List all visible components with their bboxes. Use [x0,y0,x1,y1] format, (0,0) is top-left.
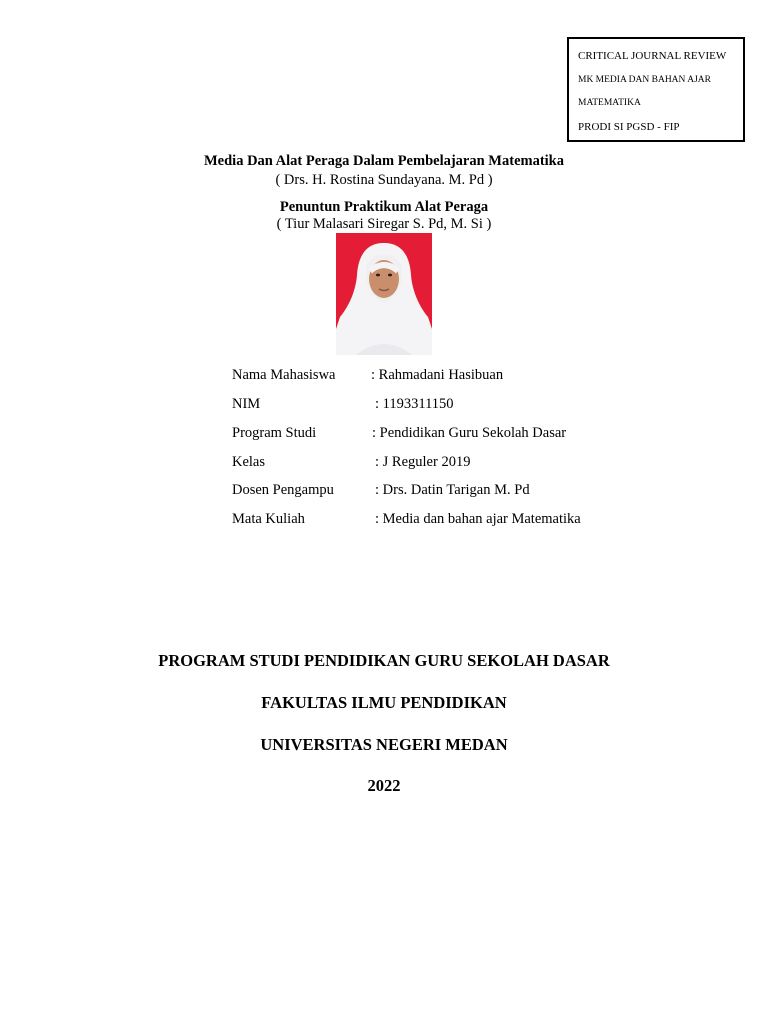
book1-author: ( Drs. H. Rostina Sundayana. M. Pd ) [275,172,493,188]
faculty-name: FAKULTAS ILMU PENDIDIKAN [261,693,507,712]
row-label: Mata Kuliah [232,511,305,527]
header-box [567,37,745,142]
row-label: Dosen Pengampu [232,482,334,498]
student-photo [336,233,432,355]
university-name: UNIVERSITAS NEGERI MEDAN [260,735,508,754]
program-name: PROGRAM STUDI PENDIDIKAN GURU SEKOLAH DASAR [158,651,610,670]
row-value: : Drs. Datin Tarigan M. Pd [375,482,530,498]
row-label: Program Studi [232,425,317,441]
box-line-2: MK MEDIA DAN BAHAN AJAR [578,74,712,85]
box-line-3: MATEMATIKA [578,98,641,108]
row-value: : Rahmadani Hasibuan [371,367,504,383]
box-line-1: CRITICAL JOURNAL REVIEW [578,50,727,62]
row-label: Nama Mahasiswa [232,367,336,383]
row-label: NIM [232,396,261,412]
row-value: : Pendidikan Guru Sekolah Dasar [372,425,567,441]
box-line-4: PRODI SI PGSD - FIP [578,120,680,133]
row-value: : Media dan bahan ajar Matematika [375,511,581,527]
book2-author: ( Tiur Malasari Siregar S. Pd, M. Si ) [276,216,492,232]
row-value: : 1193311150 [375,396,454,412]
book2-title: Penuntun Praktikum Alat Peraga [279,199,489,215]
year: 2022 [367,776,401,795]
row-label: Kelas [232,454,266,470]
row-value: : J Reguler 2019 [375,454,471,470]
book1-title: Media Dan Alat Peraga Dalam Pembelajaran Matematika [203,153,564,169]
